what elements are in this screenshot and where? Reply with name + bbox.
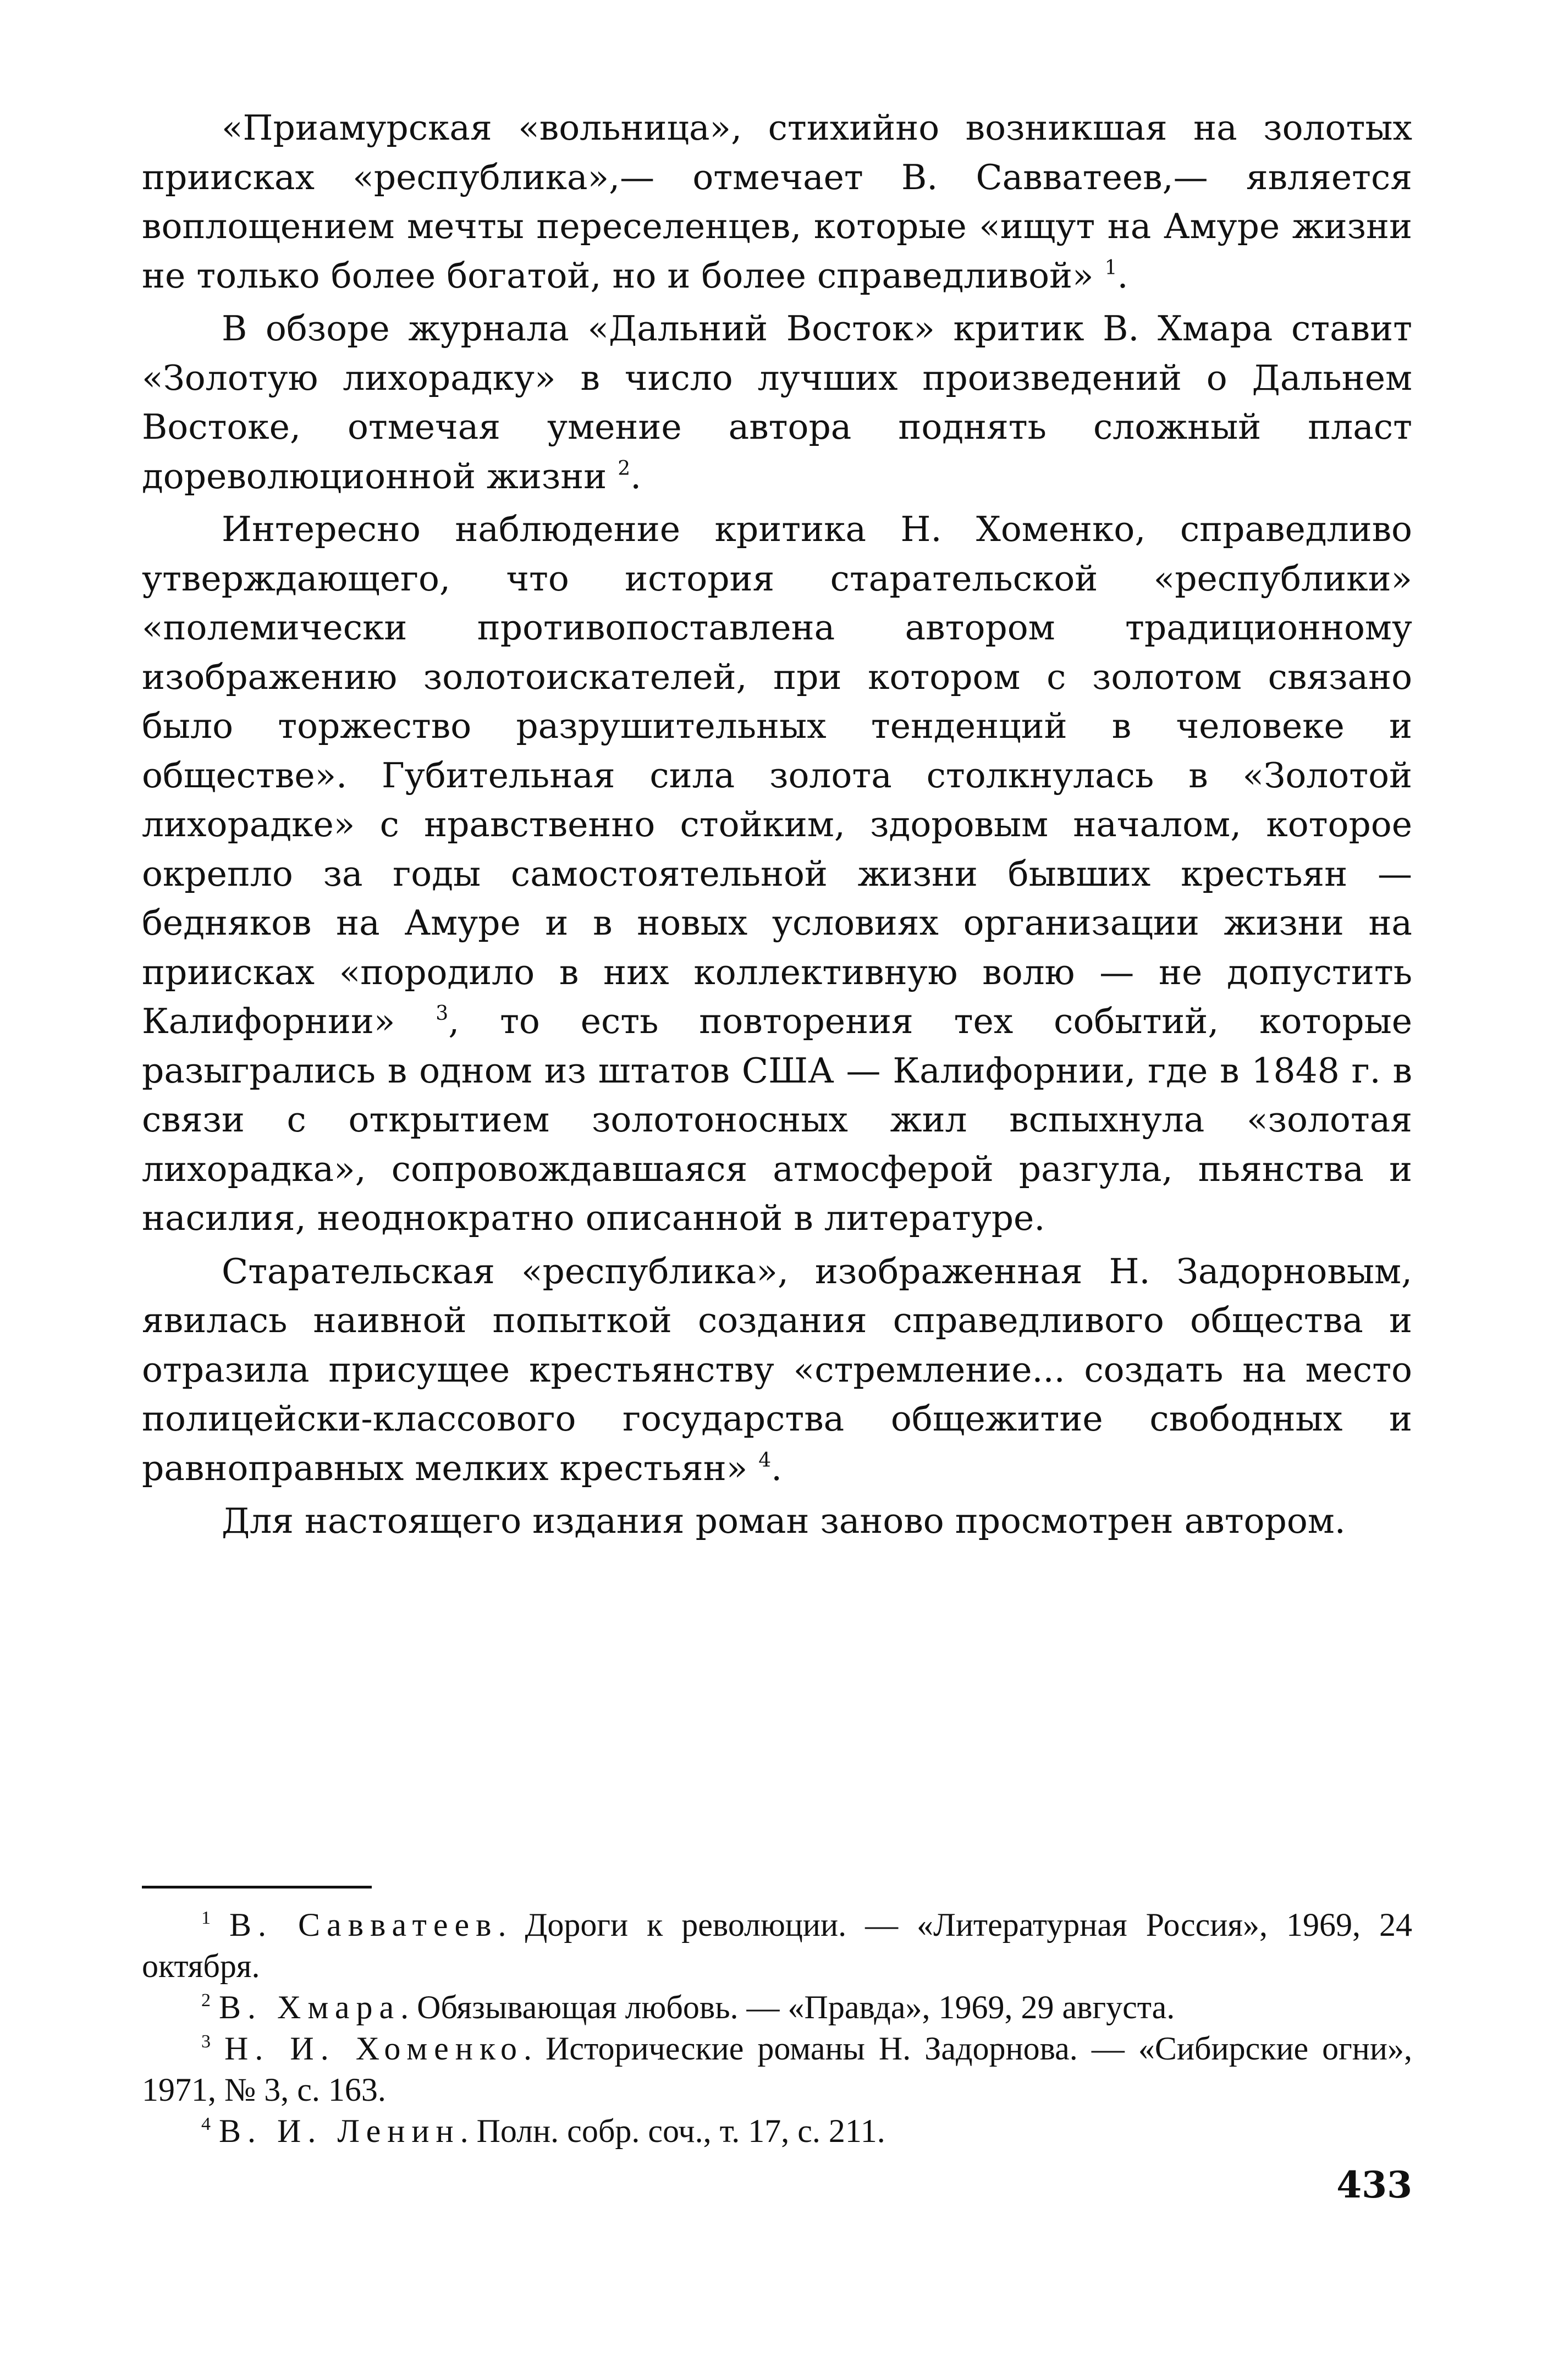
paragraph-2 <box>142 304 1412 501</box>
footnote-ref: 4 <box>758 1449 772 1472</box>
paragraph-tail: . <box>771 1448 783 1488</box>
paragraph-5 <box>142 1497 1412 1546</box>
footnote-number: 2 <box>201 1990 211 2011</box>
paragraph-tail: , то есть повторения тех событий, которые разыгрались в одном из штатов США — Калифорнии, где в 1848 г. в связи с открытием золотоносных жил вспыхнула «золотая лихорадка», сопровождавшаяся атмосферой разгула, пьянства и насилия, неоднократно описанной в литературе. <box>142 1001 1413 1238</box>
footnote-ref: 2 <box>618 457 631 480</box>
footnote-text: . Дороги к революции. — «Литературная Россия», 1969, 24 октября. <box>142 1907 1412 1984</box>
footnote-author: В. И. Ленин <box>219 2113 460 2149</box>
footnote-author: Н. И. Хоменко <box>224 2030 524 2067</box>
paragraph-tail: . <box>630 456 642 496</box>
footnote-text: . Обязывающая любовь. — «Правда», 1969, 29 августа. <box>400 1989 1175 2025</box>
footnote-ref: 3 <box>436 1002 449 1025</box>
main-text <box>142 103 1412 1546</box>
page-number: 433 <box>1336 2163 1412 2206</box>
paragraph-text: Интересно наблюдение критика Н. Хоменко, справедливо утверждающего, что история старательской «республики» «полемически противопоставлена автором традиционному изображению золотоискателей, при котором с золотом связано было торжество разрушительных тенденций в человеке и обществе». Губительная сила золота столкнулась в «Золотой лихорадке» с нравственно стойким, здоровым началом, которое окрепло за годы самостоятельной жизни бывших крестьян — бедняков на Амуре и в новых условиях организации жизни на приисках «породило в них коллективную волю — не допустить Калифорнии» <box>142 509 1412 1041</box>
footnotes <box>142 1904 1412 2152</box>
paragraph-tail: . <box>1117 255 1128 296</box>
paragraph-4 <box>142 1247 1412 1493</box>
paragraph-3 <box>142 505 1412 1243</box>
footnote-text: . Исторические романы Н. Задорнова. — «Сибирские огни», 1971, № 3, с. 163. <box>142 2030 1413 2108</box>
footnote-author: В. Хмара <box>219 1989 401 2025</box>
footnote-2 <box>142 1987 1412 2028</box>
footnote-number: 1 <box>201 1908 211 1928</box>
footnote-1 <box>142 1904 1412 1987</box>
paragraph-text: «Приамурская «вольница», стихийно возникшая на золотых приисках «республика»,— отмечает В. Савватеев,— является воплощением мечты переселенцев, которые «ищут на Амуре жизни не только более богатой, но и более справедливой» <box>142 108 1412 296</box>
footnote-number: 4 <box>201 2114 211 2134</box>
paragraph-text: Старательская «республика», изображенная Н. Задорновым, явилась наивной попыткой создания справедливого общества и отразила присущее крестьянству «стремление... создать на место полицейски-классового государства общежитие свободных и равноправных мелких крестьян» <box>142 1251 1412 1488</box>
footnote-4 <box>142 2111 1412 2152</box>
footnote-divider <box>142 1886 372 1888</box>
paragraph-1 <box>142 103 1412 300</box>
footnote-number: 3 <box>201 2031 211 2052</box>
footnote-text: . Полн. собр. соч., т. 17, с. 211. <box>460 2113 885 2149</box>
paragraph-text: Для настоящего издания роман заново просмотрен автором. <box>222 1501 1346 1541</box>
footnote-ref: 1 <box>1104 256 1117 279</box>
footnote-3 <box>142 2028 1412 2111</box>
paragraph-text: В обзоре журнала «Дальний Восток» критик В. Хмара ставит «Золотую лихорадку» в число лучших произведений о Дальнем Востоке, отмечая умение автора поднять сложный пласт дореволюционной жизни <box>142 308 1412 496</box>
footnote-author: В. Савватеев <box>229 1907 498 1943</box>
